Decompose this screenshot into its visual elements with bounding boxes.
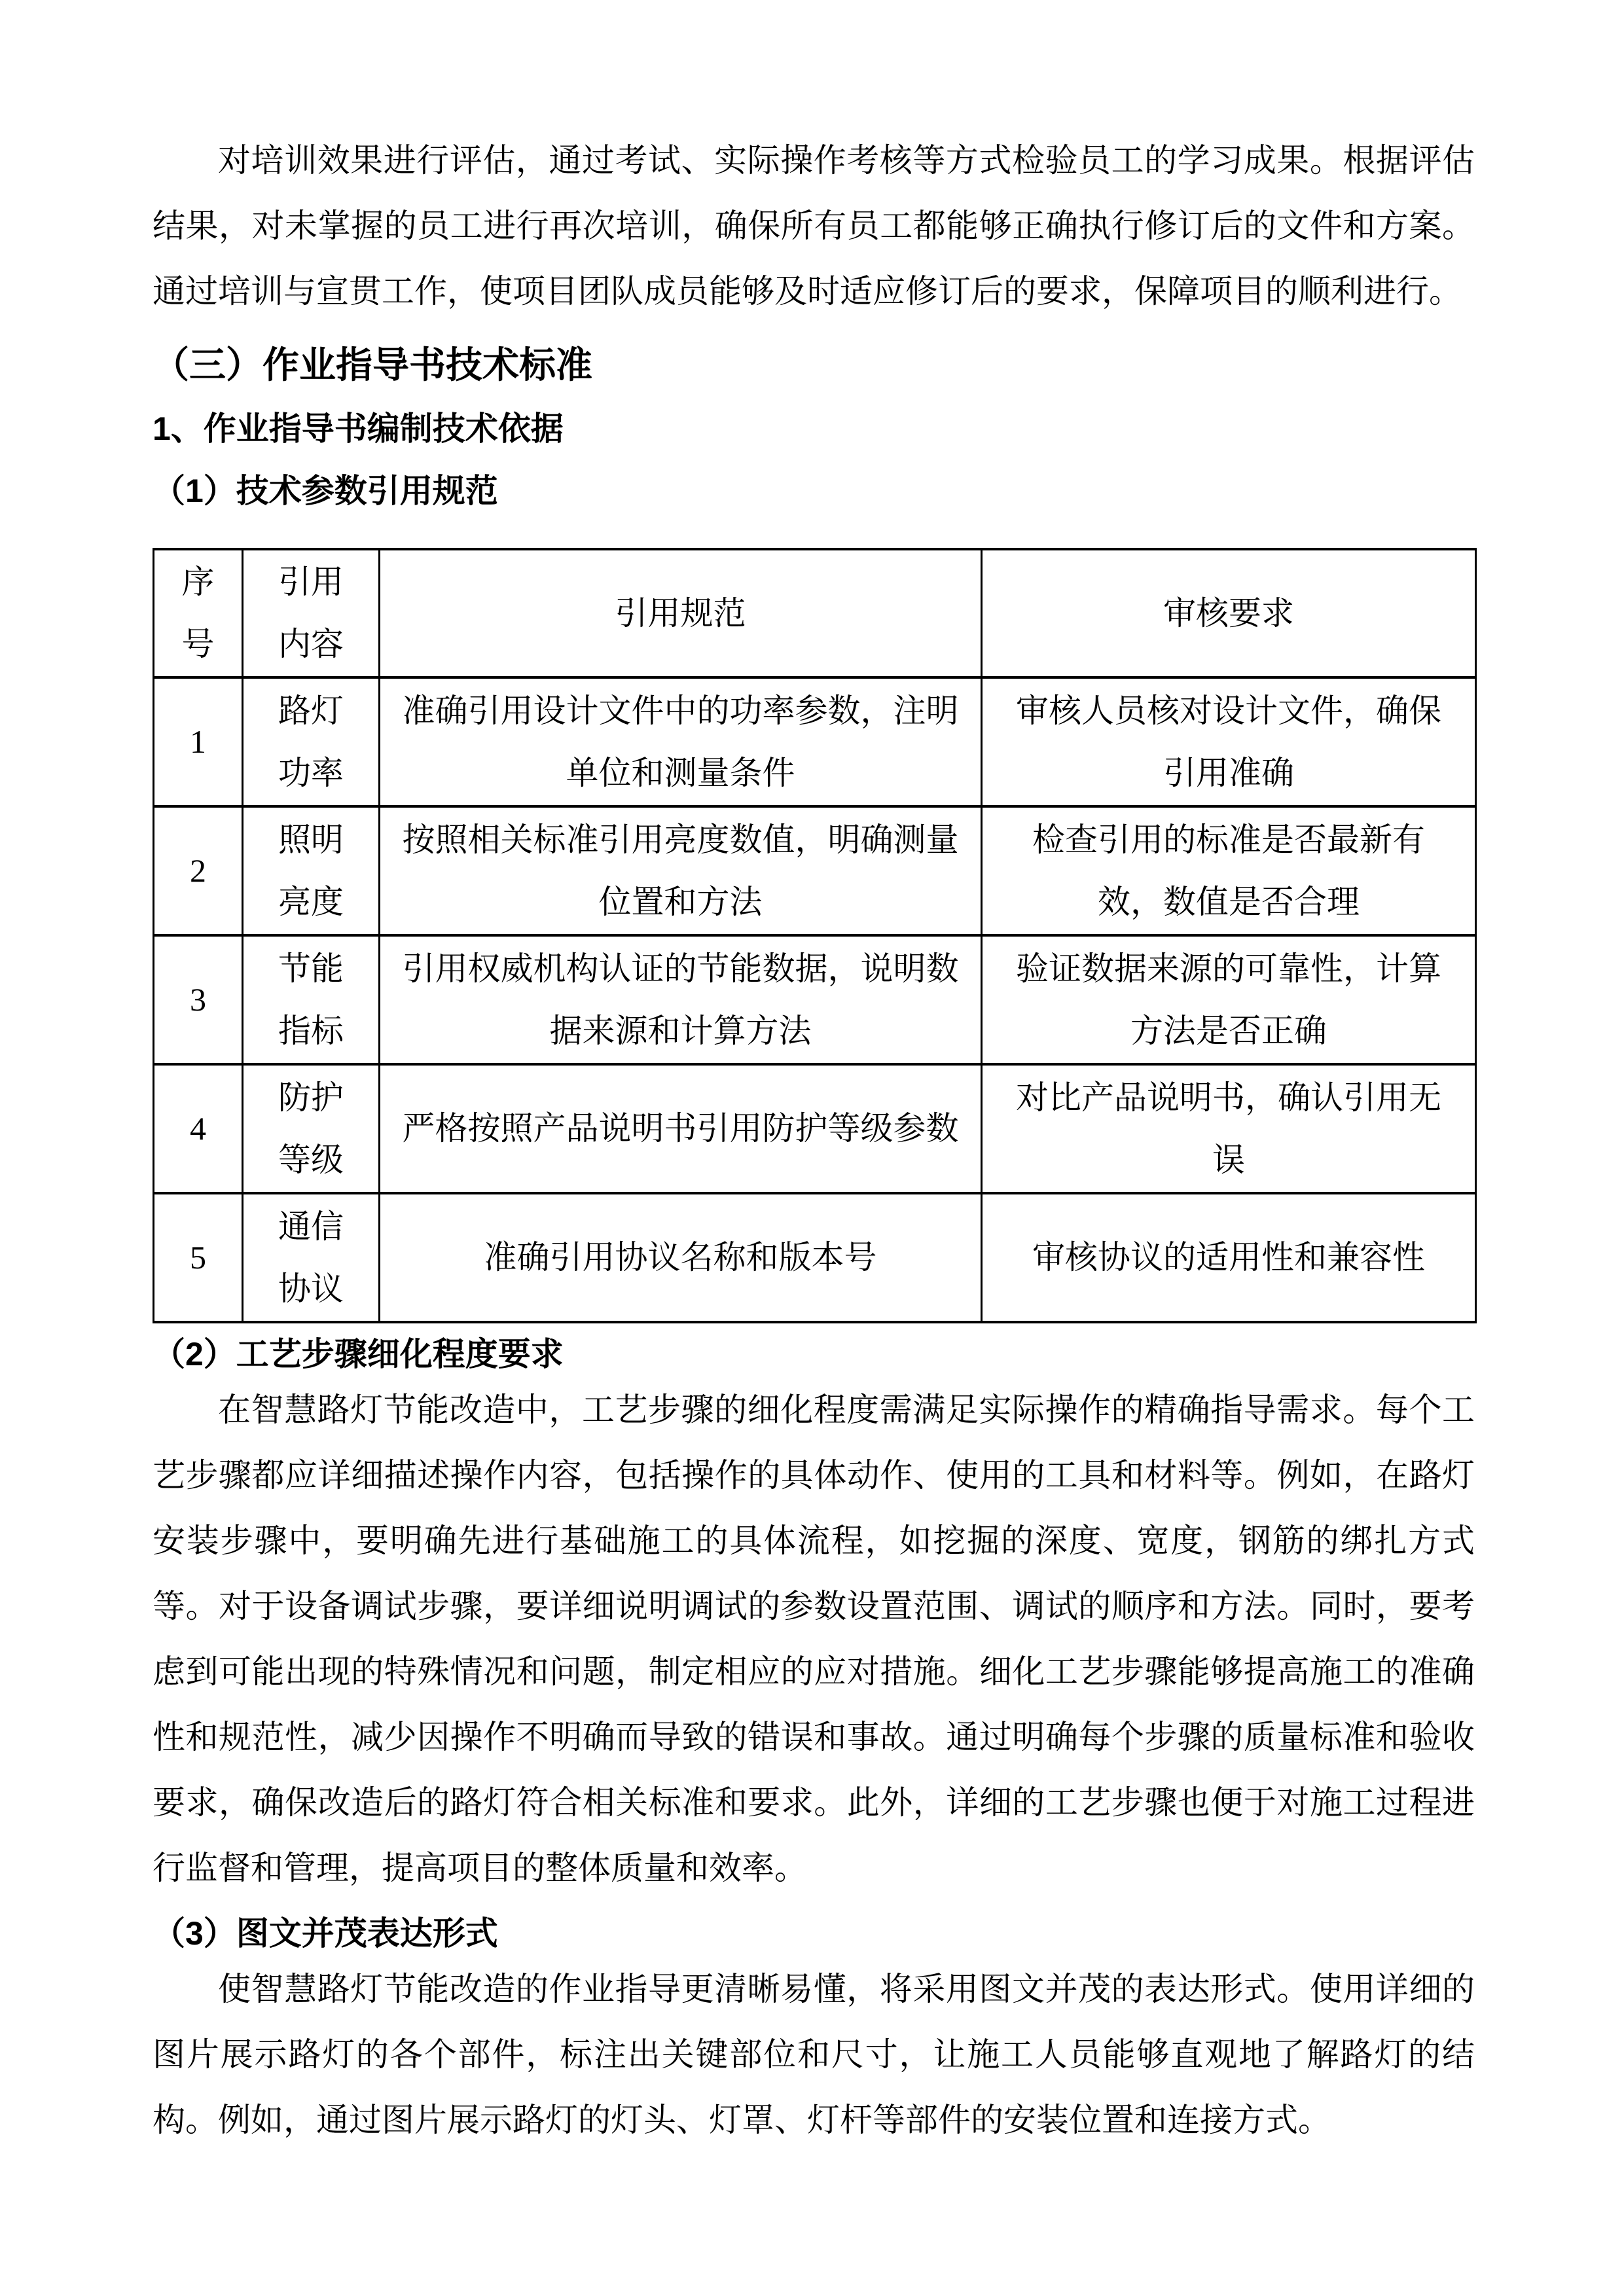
table-cell-seq: 4 (154, 1064, 243, 1193)
table-cell-spec: 准确引用协议名称和版本号 (380, 1193, 982, 1322)
table-cell-spec: 引用权威机构认证的节能数据，说明数据来源和计算方法 (380, 935, 982, 1064)
item3-heading: （3）图文并茂表达形式 (153, 1915, 498, 1952)
item1-heading: （1）技术参数引用规范 (153, 473, 498, 509)
table-cell-review: 验证数据来源的可靠性，计算方法是否正确 (982, 935, 1476, 1064)
table-cell-seq: 5 (154, 1193, 243, 1322)
header-cell-content: 引用内容 (243, 549, 380, 677)
table-cell-content: 照明亮度 (243, 806, 380, 935)
subsection-heading: 1、作业指导书编制技术依据 (153, 410, 564, 447)
section-heading: （三）作业指导书技术标准 (153, 344, 592, 386)
table-row (154, 806, 1476, 935)
table-cell-spec: 按照相关标准引用亮度数值，明确测量位置和方法 (380, 806, 982, 935)
table-row (154, 935, 1476, 1064)
table-row (154, 677, 1476, 806)
table-cell-content: 防护等级 (243, 1064, 380, 1193)
intro-paragraph: 对培训效果进行评估，通过考试、实际操作考核等方式检验员工的学习成果。根据评估结果，对未掌握的员工进行再次培训，确保所有员工都能够正确执行修订后的文件和方案。通过培训与宣贯工作，使项目团队成员能够及时适应修订后的要求，保障项目的顺利进行。 (153, 142, 1475, 310)
table-cell-review: 审核协议的适用性和兼容性 (982, 1193, 1476, 1322)
header-cell-spec: 引用规范 (380, 549, 982, 677)
table-cell-review: 对比产品说明书，确认引用无误 (982, 1064, 1476, 1193)
item2-heading: （2）工艺步骤细化程度要求 (153, 1336, 564, 1372)
table-cell-content: 通信协议 (243, 1193, 380, 1322)
header-cell-review: 审核要求 (982, 549, 1476, 677)
table-row (154, 1064, 1476, 1193)
table-cell-spec: 准确引用设计文件中的功率参数，注明单位和测量条件 (380, 677, 982, 806)
item3-paragraph: 使智慧路灯节能改造的作业指导更清晰易懂，将采用图文并茂的表达形式。使用详细的图片展示路灯的各个部件，标注出关键部位和尺寸，让施工人员能够直观地了解路灯的结构。例如，通过图片展示路灯的灯头、灯罩、灯杆等部件的安装位置和连接方式。 (153, 1971, 1475, 2138)
technical-parameters-table (153, 548, 1477, 1323)
table-cell-seq: 1 (154, 677, 243, 806)
table-cell-review: 审核人员核对设计文件，确保引用准确 (982, 677, 1476, 806)
table-cell-content: 节能指标 (243, 935, 380, 1064)
table-cell-content: 路灯功率 (243, 677, 380, 806)
table-cell-seq: 2 (154, 806, 243, 935)
table-cell-seq: 3 (154, 935, 243, 1064)
table-cell-review: 检查引用的标准是否最新有效，数值是否合理 (982, 806, 1476, 935)
table-row (154, 1193, 1476, 1322)
table-header-row (154, 549, 1476, 677)
item2-paragraph: 在智慧路灯节能改造中，工艺步骤的细化程度需满足实际操作的精确指导需求。每个工艺步骤都应详细描述操作内容，包括操作的具体动作、使用的工具和材料等。例如，在路灯安装步骤中，要明确先进行基础施工的具体流程，如挖掘的深度、宽度，钢筋的绑扎方式等。对于设备调试步骤，要详细说明调试的参数设置范围、调试的顺序和方法。同时，要考虑到可能出现的特殊情况和问题，制定相应的应对措施。细化工艺步骤能够提高施工的准确性和规范性，减少因操作不明确而导致的错误和事故。通过明确每个步骤的质量标准和验收要求，确保改造后的路灯符合相关标准和要求。此外，详细的工艺步骤也便于对施工过程进行监督和管理，提高项目的整体质量和效率。 (153, 1391, 1475, 1886)
table-cell-spec: 严格按照产品说明书引用防护等级参数 (380, 1064, 982, 1193)
header-cell-seq: 序号 (154, 549, 243, 677)
